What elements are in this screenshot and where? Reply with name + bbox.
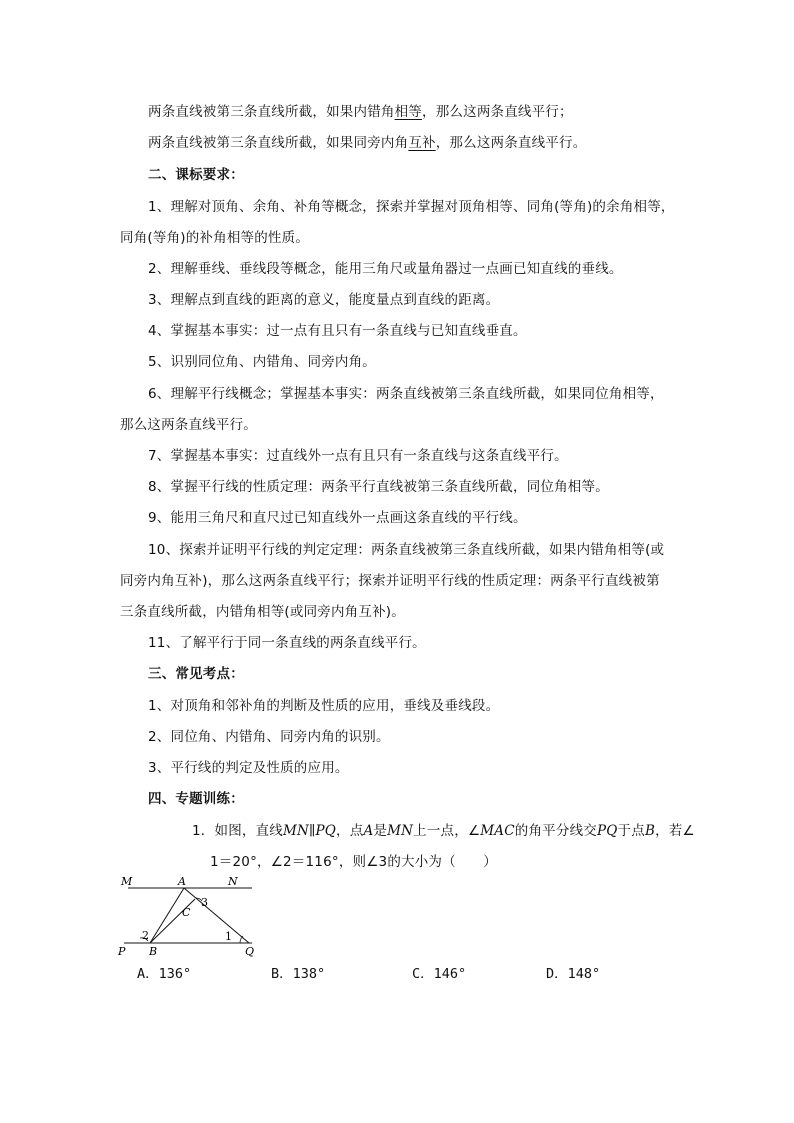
math-variable: A bbox=[363, 823, 374, 839]
list-item: 8、掌握平行线的性质定理：两条平行直线被第三条直线所截，同位角相等。 bbox=[148, 479, 609, 495]
label-a: A bbox=[178, 875, 186, 888]
intro-line-2 bbox=[148, 134, 794, 152]
label-c: C bbox=[182, 906, 191, 919]
math-variable: MAC bbox=[480, 823, 515, 839]
list-item: 1、对顶角和邻补角的判断及性质的应用，垂线及垂线段。 bbox=[148, 698, 500, 714]
list-item: 同旁内角互补)，那么这两条直线平行；探索并证明平行线的性质定理：两条平行直线被第 bbox=[120, 573, 660, 589]
option-b[interactable]: B．138° bbox=[271, 966, 326, 982]
question-text: 上一点，∠ bbox=[413, 823, 481, 839]
intro-underlined-term: 互补 bbox=[408, 135, 436, 151]
list-item: 6、理解平行线概念；掌握基本事实：两条直线被第三条直线所截，如果同位角相等， bbox=[148, 386, 664, 402]
question-text: 是 bbox=[373, 823, 388, 839]
question-text: 于点 bbox=[617, 823, 645, 839]
list-item: 3、理解点到直线的距离的意义，能度量点到直线的距离。 bbox=[148, 292, 500, 308]
list-item: 10、探索并证明平行线的判定定理：两条直线被第三条直线所截，如果内错角相等(或 bbox=[148, 542, 665, 558]
label-p: P bbox=[118, 945, 126, 958]
list-item: 11、了解平行于同一条直线的两条直线平行。 bbox=[148, 635, 426, 651]
segment-ab bbox=[150, 888, 184, 943]
question-text: 1．如图，直线 bbox=[192, 823, 283, 839]
list-item: 2、同位角、内错角、同旁内角的识别。 bbox=[148, 729, 390, 745]
list-item: 7、掌握基本事实：过直线外一点有且只有一条直线与这条直线平行。 bbox=[148, 448, 568, 464]
list-item: 1、理解对顶角、余角、补角等概念，探索并掌握对顶角相等、同角(等角)的余角相等， bbox=[148, 199, 675, 215]
intro-line-1 bbox=[148, 103, 794, 121]
question-1-stem bbox=[192, 822, 794, 840]
segment-aq bbox=[184, 888, 249, 943]
intro-underlined-term: 相等 bbox=[394, 104, 423, 120]
question-1-stem-continued: 1＝20°，∠2＝116°，则∠3的大小为（ ） bbox=[210, 854, 497, 870]
intro-text: 两条直线被第三条直线所截，如果同旁内角 bbox=[148, 135, 409, 151]
list-item: 同角(等角)的补角相等的性质。 bbox=[120, 230, 310, 246]
math-variable: MN bbox=[387, 823, 414, 839]
list-item: 三条直线所截，内错角相等(或同旁内角互补)。 bbox=[120, 604, 405, 620]
list-item: 5、识别同位角、内错角、同旁内角。 bbox=[148, 354, 376, 370]
list-item: 9、能用三角尺和直尺过已知直线外一点画这条直线的平行线。 bbox=[148, 510, 527, 526]
option-d[interactable]: D．148° bbox=[546, 966, 601, 982]
math-variable: B bbox=[644, 823, 656, 839]
list-item: 那么这两条直线平行。 bbox=[120, 417, 257, 433]
section-heading-key-points: 三、常见考点： bbox=[148, 666, 244, 682]
math-variable: MN∥PQ bbox=[283, 823, 337, 839]
label-n: N bbox=[228, 875, 238, 888]
question-text: ，若∠ bbox=[655, 823, 695, 839]
label-3: 3 bbox=[201, 896, 208, 909]
list-item: 2、理解垂线、垂线段等概念，能用三角尺或量角器过一点画已知直线的垂线。 bbox=[148, 261, 623, 277]
section-heading-training: 四、专题训练： bbox=[148, 791, 244, 807]
label-b: B bbox=[149, 945, 158, 958]
label-2: 2 bbox=[142, 929, 149, 942]
label-1: 1 bbox=[225, 930, 232, 943]
math-variable: PQ bbox=[596, 823, 618, 839]
intro-text: ，那么这两条直线平行； bbox=[422, 104, 573, 120]
option-a[interactable]: A．136° bbox=[137, 966, 192, 982]
question-text: 的角平分线交 bbox=[514, 823, 597, 839]
geometry-figure bbox=[112, 870, 272, 962]
list-item: 3、平行线的判定及性质的应用。 bbox=[148, 760, 349, 776]
option-c[interactable]: C．146° bbox=[412, 966, 467, 982]
section-heading-curriculum: 二、课标要求： bbox=[148, 167, 244, 183]
list-item: 4、掌握基本事实：过一点有且只有一条直线与已知直线垂直。 bbox=[148, 323, 527, 339]
label-m: M bbox=[121, 875, 133, 888]
intro-text: ，那么这两条直线平行。 bbox=[435, 135, 587, 151]
intro-text: 两条直线被第三条直线所截，如果内错角 bbox=[148, 104, 395, 120]
question-text: ，点 bbox=[336, 823, 364, 839]
label-q: Q bbox=[245, 945, 255, 958]
